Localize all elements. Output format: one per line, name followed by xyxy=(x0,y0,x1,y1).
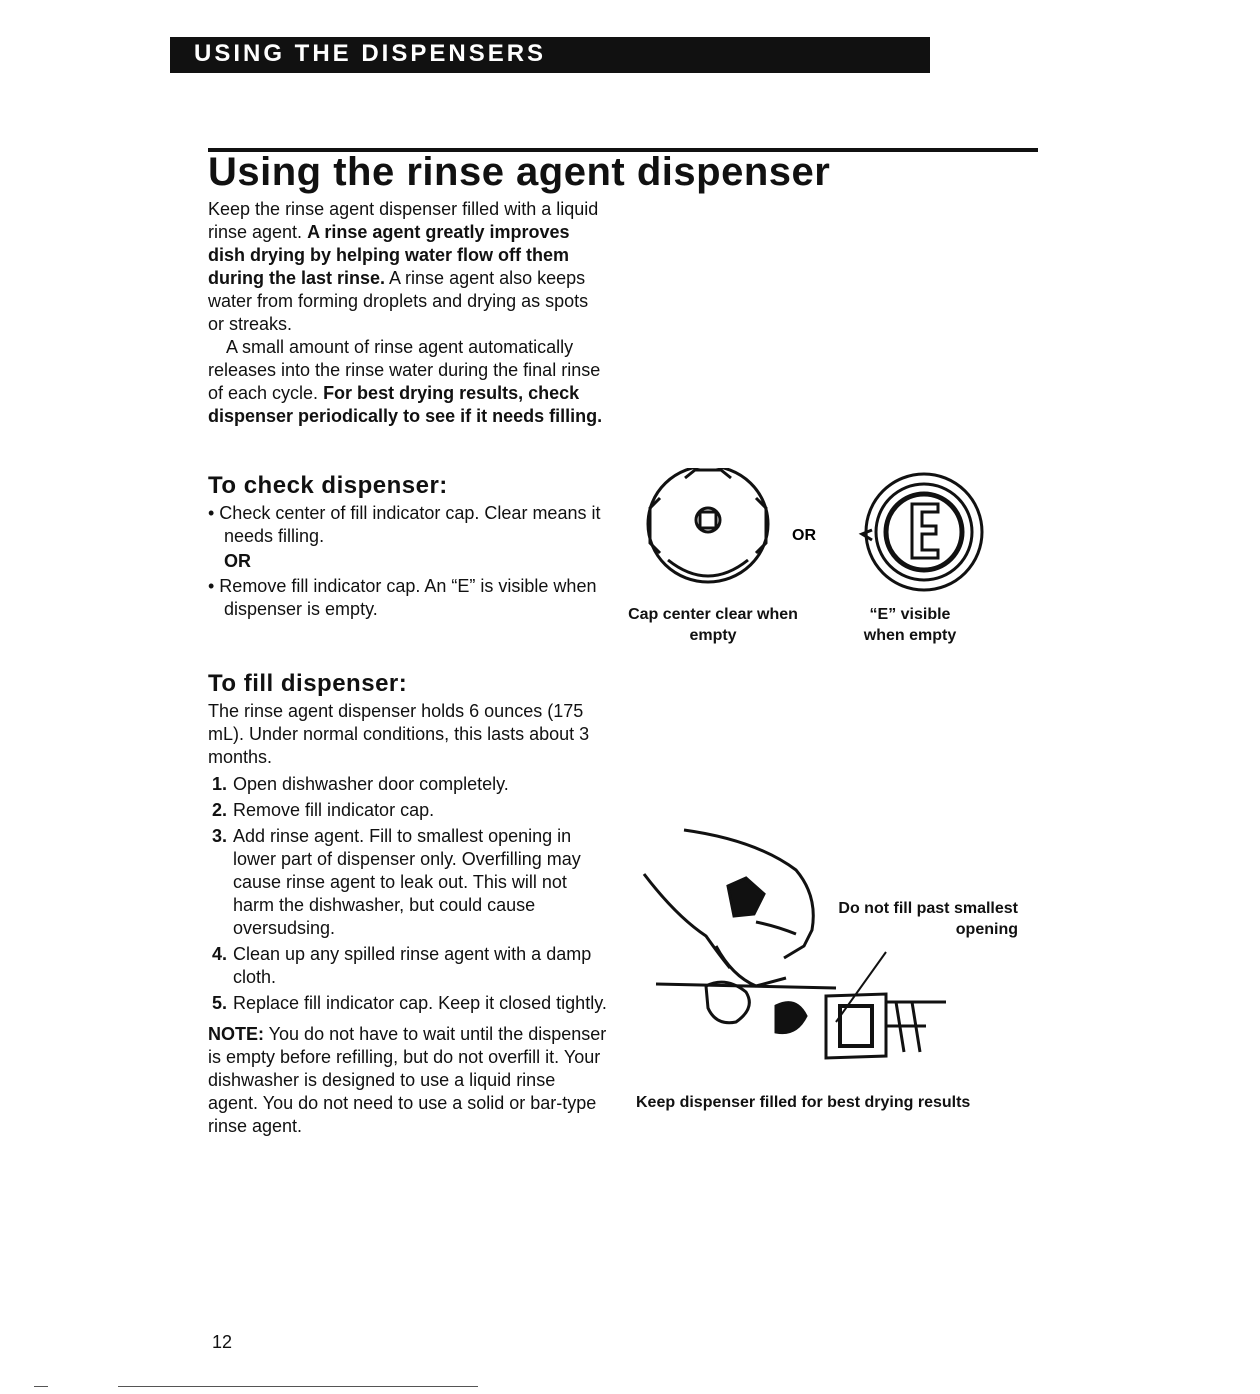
fill-heading: To fill dispenser: xyxy=(208,670,408,697)
intro-p2-a: A small amount of rinse agent automatically releases into the rinse water during the final rinse of each cycle. xyxy=(208,337,601,403)
page-title: Using the rinse agent dispenser xyxy=(208,150,831,194)
fill-step: 1. Open dishwasher door completely. xyxy=(212,774,509,794)
check-list xyxy=(208,502,608,621)
note-label: NOTE: xyxy=(208,1024,264,1044)
page-number: 12 xyxy=(212,1332,233,1352)
fill-step: 5. Replace fill indicator cap. Keep it closed tightly. xyxy=(212,993,607,1013)
hand-icon xyxy=(644,830,813,986)
intro-paragraph-2 xyxy=(208,336,608,428)
intro-p1-a: Keep the rinse agent dispenser filled with a liquid rinse agent. xyxy=(208,199,599,242)
check-heading: To check dispenser: xyxy=(208,472,448,499)
intro-text xyxy=(208,198,608,428)
dispenser-icon xyxy=(656,982,946,1058)
footer-mark xyxy=(34,1386,48,1387)
or-label: OR xyxy=(792,527,816,544)
e-cap-icon xyxy=(862,474,982,590)
cap-clear-icon xyxy=(648,468,768,582)
indicator-cap-figure xyxy=(640,468,1010,593)
hand-filling-illustration xyxy=(636,826,966,1086)
intro-p1-bold: A rinse agent greatly improves dish drying by helping water flow off them during the last rinse. xyxy=(208,222,570,288)
fill-step: 4. Clean up any spilled rinse agent with a damp cloth. xyxy=(212,944,592,987)
fill-caption: Keep dispenser filled for best drying results xyxy=(636,1094,971,1111)
callout-leader xyxy=(836,952,886,1022)
fill-callout: Do not fill past smallest opening xyxy=(838,900,1018,938)
check-bullet-1: • Check center of fill indicator cap. Clear means it needs filling. xyxy=(208,503,601,546)
intro-p2-bold: For best drying results, check dispenser periodically to see if it needs filling. xyxy=(208,383,603,426)
intro-p1-c: A rinse agent also keeps water from forming droplets and drying as spots or streaks. xyxy=(208,268,589,334)
fill-step: 3. Add rinse agent. Fill to smallest opening in lower part of dispenser only. Overfilling may cause rinse agent to leak out. This will not harm the dishwasher, but could cause oversudsing. xyxy=(212,826,581,938)
e-caption: “E” visible when empty xyxy=(863,606,957,644)
section-banner xyxy=(170,37,930,73)
footer-rule xyxy=(118,1386,478,1387)
check-or: OR xyxy=(224,551,251,571)
fill-steps xyxy=(208,773,608,1015)
note-text: You do not have to wait until the dispenser is empty before refilling, but do not overfill it. Your dishwasher is designed to use a liquid rinse agent. You do not need to use a solid or bar-type rinse agent. xyxy=(208,1024,607,1136)
cap-caption: Cap center clear when empty xyxy=(628,606,798,644)
note xyxy=(208,1023,608,1138)
section-banner-text: USING THE DISPENSERS xyxy=(194,40,547,67)
fill-section xyxy=(208,700,608,1138)
intro-paragraph-1 xyxy=(208,198,608,336)
fill-step: 2. Remove fill indicator cap. xyxy=(212,800,435,820)
check-bullet-2: • Remove fill indicator cap. An “E” is visible when dispenser is empty. xyxy=(208,576,597,619)
fill-intro: The rinse agent dispenser holds 6 ounces (175 mL). Under normal conditions, this lasts about 3 months. xyxy=(208,701,590,767)
